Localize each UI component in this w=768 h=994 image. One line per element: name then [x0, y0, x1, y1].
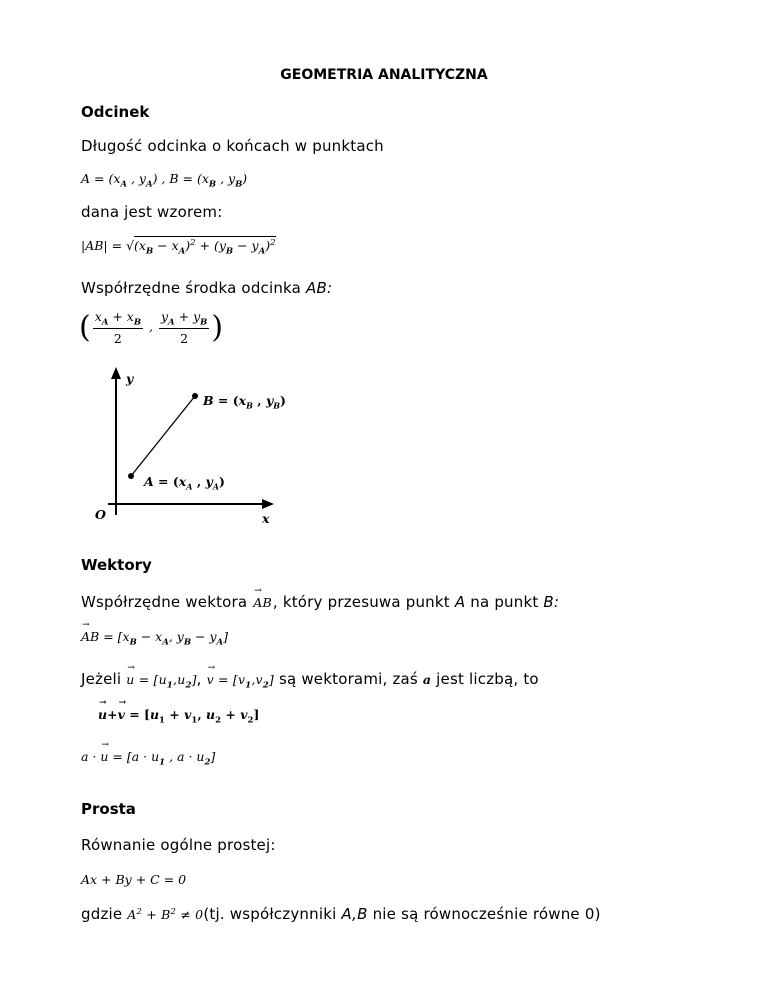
odcinek-intro-text: Długość odcinka o końcach w punktach — [81, 137, 384, 155]
x-axis-arrow-icon — [262, 499, 274, 509]
point-a-label: $A = (x_A$ , $y_A$) — [144, 474, 225, 492]
point-b-dot — [192, 393, 198, 399]
section-heading-prosta: Prosta — [81, 800, 136, 818]
formula-points-a-b: $A = (x_A$ , $y_A$) , $B = (x_B$ , $y_B$) — [81, 171, 248, 190]
formula-line-general: Ax + By + C = 0 — [81, 872, 187, 887]
section-heading-odcinek: Odcinek — [81, 103, 150, 121]
given-by-text: dana jest wzorem: — [81, 203, 223, 221]
formula-midpoint: ( $\frac{x_A + x_B}{2}$ , $\frac{y_A + y_B}{2}$ ) — [79, 309, 224, 346]
formula-vector-ab: → AB = [$x_B - x_A$, $y_B - y_A$] — [81, 629, 228, 648]
segment-ab — [131, 396, 195, 476]
segment-diagram — [86, 365, 286, 530]
origin-label: O — [95, 507, 106, 522]
page-title: GEOMETRIA ANALITYCZNA — [280, 67, 488, 83]
axis-x-label: x — [262, 511, 270, 526]
general-equation-text: Równanie ogólne prostej: — [81, 836, 276, 854]
vectors-condition-text: Jeżeli → $u = [u_1,u_2]$, → $v = [v_1,v_2]$ są wektorami, zaś a jest liczbą, to — [81, 670, 539, 691]
line-condition-text: gdzie $A^2 + B^2 \ne 0(tj$. współczynniki A,B nie są równocześnie równe 0) — [81, 905, 601, 923]
y-axis-arrow-icon — [111, 367, 121, 379]
section-heading-wektory: Wektory — [81, 556, 152, 574]
vector-coords-text: Współrzędne wektora → AB, który przesuwa punkt A na punkt B: — [81, 593, 559, 611]
point-a-dot — [128, 473, 134, 479]
formula-segment-length: $|AB| = √(x_B - x_A)^2 + (y_B - y_A)^2$ — [81, 238, 276, 257]
axis-y-label: y — [126, 371, 134, 386]
midpoint-text: Współrzędne środka odcinka AB: — [81, 279, 333, 297]
point-b-label: $B = (x_B$ , $y_B$) — [203, 393, 286, 411]
formula-vector-sum: → $u+\to v = [u_1 + v_1$, $u_2 + v_2$] — [98, 707, 259, 726]
formula-scalar-multiplication: a · → $u = [a \cdot u_1$ , $a \cdot u_2$] — [81, 749, 215, 768]
